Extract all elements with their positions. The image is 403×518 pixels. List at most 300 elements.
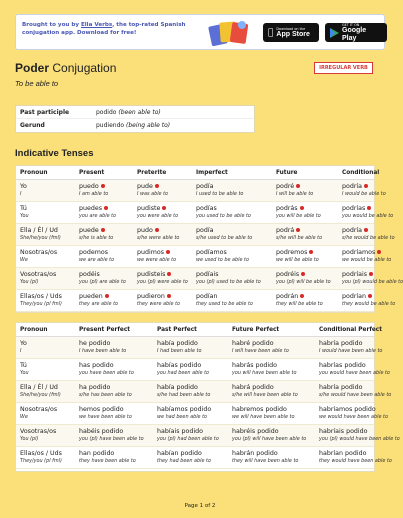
conjugation-line <box>79 406 153 414</box>
english-translation: they used to be able to <box>196 301 253 307</box>
english-translation: I will have been able to <box>232 348 289 354</box>
column-header: Conditional Perfect <box>319 326 382 333</box>
conjugation-line <box>137 293 192 301</box>
pronoun-cell <box>16 268 75 289</box>
english-translation: s/he used to be able to <box>196 235 253 241</box>
english-translation: we are able to <box>79 257 115 263</box>
pronoun-cell <box>16 337 75 358</box>
conjugated-form: había podido <box>157 340 198 347</box>
conjugation-cell <box>338 202 394 223</box>
conjugation-cell <box>338 180 388 201</box>
conjugation-cell <box>338 290 396 311</box>
pronoun: Ellas/os / Uds <box>20 450 62 457</box>
app-store-small: Download on the <box>271 26 300 31</box>
conjugation-cell <box>153 359 228 380</box>
column-header: Pronoun <box>20 326 48 333</box>
conjugated-form: podrán <box>276 293 299 300</box>
conjugated-form: podría <box>342 227 363 234</box>
banner-text <box>22 21 212 37</box>
irregular-dot-icon <box>368 294 372 298</box>
conjugation-cell <box>338 224 395 245</box>
pronoun-english: They/you (pl fml) <box>20 458 62 464</box>
banner-text-suffix: , the top-rated Spanish conjugation app. Download for free! <box>22 22 186 36</box>
conjugation-line <box>157 362 228 370</box>
section-title: Indicative Tenses <box>15 148 94 159</box>
conjugation-line <box>196 183 272 191</box>
conjugated-form: habrías podido <box>319 362 366 369</box>
conjugated-form: habrían podido <box>319 450 367 457</box>
conjugation-cell <box>153 381 228 402</box>
conjugation-line <box>319 428 385 436</box>
brand-link[interactable]: Ella Verbs <box>80 22 113 28</box>
conjugated-form: han podido <box>79 450 115 457</box>
conjugation-line <box>137 249 192 257</box>
conjugation-cell <box>133 290 192 311</box>
conjugation-cell <box>192 202 272 223</box>
app-store-label: App Store <box>271 30 305 38</box>
conjugation-cell <box>133 202 192 223</box>
conjugation-cell <box>133 268 192 289</box>
conjugated-form: podíamos <box>196 249 227 256</box>
conjugated-form: pueden <box>79 293 103 300</box>
conjugated-form: puedes <box>79 205 103 212</box>
conjugation-line <box>276 205 338 213</box>
pronoun-english: I <box>20 191 22 197</box>
conjugation-cell <box>228 403 315 424</box>
column-header: Conditional <box>342 169 380 176</box>
table-header <box>16 166 380 180</box>
pronoun-english: We <box>20 257 28 263</box>
conjugation-line <box>342 249 388 257</box>
pronoun: Nosotras/os <box>20 249 58 256</box>
english-translation: we would be able to <box>342 257 392 263</box>
table-row <box>16 246 392 268</box>
conjugated-form: podíais <box>196 271 219 278</box>
pronoun-english: They/you (pl fml) <box>20 301 62 307</box>
conjugation-cell <box>133 224 192 245</box>
conjugation-cell <box>153 337 228 358</box>
conjugation-cell <box>315 359 390 380</box>
english-translation: s/he will be able to <box>276 235 323 241</box>
gerund-row <box>16 119 254 132</box>
pronoun: Ella / Él / Ud <box>20 227 58 234</box>
english-translation: they have been able to <box>79 458 136 464</box>
conjugated-form: hemos podido <box>79 406 124 413</box>
conjugation-cell <box>75 202 133 223</box>
irregular-dot-icon <box>301 272 305 276</box>
conjugated-form: habréis podido <box>232 428 279 435</box>
conjugated-form: podrían <box>342 293 367 300</box>
irregular-dot-icon <box>101 228 105 232</box>
conjugation-cell <box>315 447 392 468</box>
past-participle-row <box>16 106 254 119</box>
pronoun: Yo <box>20 183 27 190</box>
conjugation-line <box>232 428 315 436</box>
conjugated-form: había podido <box>157 384 198 391</box>
conjugation-line <box>276 293 338 301</box>
pronoun: Yo <box>20 340 27 347</box>
column-header: Pronoun <box>20 169 48 176</box>
irregular-dot-icon <box>296 184 300 188</box>
conjugated-form: puede <box>79 227 99 234</box>
english-translation: they would be able to <box>342 301 396 307</box>
conjugation-cell <box>272 268 338 289</box>
irregular-dot-icon <box>364 184 368 188</box>
conjugation-line <box>342 271 388 279</box>
table-row <box>16 290 396 312</box>
conjugation-line <box>319 406 385 414</box>
conjugation-line <box>196 249 272 257</box>
conjugation-cell <box>75 359 153 380</box>
pronoun: Tú <box>20 205 27 212</box>
conjugated-form: podríamos <box>342 249 376 256</box>
irregular-dot-icon <box>300 294 304 298</box>
conjugation-line <box>137 183 192 191</box>
conjugation-cell <box>272 224 338 245</box>
irregular-dot-icon <box>167 294 171 298</box>
irregular-dot-icon <box>367 206 371 210</box>
irregular-dot-icon <box>104 206 108 210</box>
conjugated-form: habrás podido <box>232 362 278 369</box>
conjugation-cell <box>133 246 192 267</box>
conjugation-line <box>276 271 338 279</box>
irregular-dot-icon <box>300 206 304 210</box>
conjugation-line <box>79 183 133 191</box>
conjugated-form: habíamos podido <box>157 406 212 413</box>
pronoun-english: We <box>20 414 28 420</box>
conjugated-form: habremos podido <box>232 406 287 413</box>
conjugation-line <box>196 227 272 235</box>
conjugation-cell <box>75 180 133 201</box>
table-row <box>16 447 392 469</box>
conjugation-line <box>137 205 192 213</box>
conjugated-form: podían <box>196 293 218 300</box>
english-translation: s/he had been able to <box>157 392 211 398</box>
conjugated-form: podías <box>196 205 217 212</box>
conjugation-line <box>79 293 133 301</box>
irregular-dot-icon <box>369 272 373 276</box>
verb-forms-table <box>15 105 255 133</box>
conjugation-cell <box>228 425 315 446</box>
conjugated-form: habría podido <box>319 384 363 391</box>
english-translation: you (pl) will have been able to <box>232 436 307 442</box>
conjugated-form: pudiste <box>137 205 161 212</box>
conjugation-line <box>79 428 153 436</box>
conjugation-cell <box>338 268 403 289</box>
conjugation-line <box>319 362 385 370</box>
irregular-dot-icon <box>162 206 166 210</box>
conjugation-cell <box>338 246 392 267</box>
conjugated-form: podremos <box>276 249 308 256</box>
english-translation: I would be able to <box>342 191 386 197</box>
conjugated-form: podemos <box>79 249 108 256</box>
pronoun-cell <box>16 224 75 245</box>
pronoun-english: You <box>20 213 29 219</box>
conjugation-cell <box>153 403 228 424</box>
english-translation: you (pl) had been able to <box>157 436 219 442</box>
conjugation-cell <box>75 425 153 446</box>
pronoun-cell <box>16 359 75 380</box>
english-translation: I used to be able to <box>196 191 244 197</box>
table-row <box>16 381 392 403</box>
conjugation-cell <box>75 290 133 311</box>
conjugation-cell <box>315 381 392 402</box>
conjugation-cell <box>75 403 153 424</box>
banner-text-prefix: Brought to you by <box>22 22 81 28</box>
conjugation-cell <box>75 447 153 468</box>
pronoun-cell <box>16 381 75 402</box>
conjugated-form: podré <box>276 183 295 190</box>
promo-banner <box>15 14 385 50</box>
conjugated-form: pudo <box>137 227 153 234</box>
irregular-dot-icon <box>105 294 109 298</box>
conjugation-line <box>319 384 385 392</box>
table-row <box>16 359 390 381</box>
table-row <box>16 337 383 359</box>
pronoun-english: She/he/you (fml) <box>20 235 61 241</box>
pronoun-english: You <box>20 370 29 376</box>
conjugation-line <box>276 183 338 191</box>
irregular-dot-icon <box>167 272 171 276</box>
conjugation-cell <box>192 268 272 289</box>
conjugation-cell <box>315 337 385 358</box>
conjugated-form: pudisteis <box>137 271 166 278</box>
pronoun-cell <box>16 290 75 311</box>
form-label: Past participle <box>20 108 70 116</box>
english-translation: you (pl) were able to <box>137 279 188 285</box>
english-translation: they were able to <box>137 301 180 307</box>
conjugation-cell <box>75 381 153 402</box>
conjugation-line <box>79 227 133 235</box>
conjugation-cell <box>192 246 272 267</box>
conjugation-cell <box>75 337 153 358</box>
conjugation-line <box>196 205 272 213</box>
pronoun-english: She/he/you (fml) <box>20 392 61 398</box>
conjugation-cell <box>75 268 133 289</box>
conjugation-cell <box>192 180 272 201</box>
page-number: Page 1 of 2 <box>184 503 216 509</box>
conjugation-cell <box>272 180 338 201</box>
pronoun-english: You (pl) <box>20 279 39 285</box>
english-translation: we have been able to <box>79 414 132 420</box>
pronoun: Ella / Él / Ud <box>20 384 58 391</box>
conjugated-form: podía <box>196 227 214 234</box>
conjugated-form: podrás <box>276 205 298 212</box>
conjugation-cell <box>75 246 133 267</box>
english-translation: you will be able to <box>276 213 321 219</box>
table-row <box>16 268 403 290</box>
conjugated-form: podía <box>196 183 214 190</box>
conjugation-line <box>342 227 388 235</box>
pronoun-cell <box>16 202 75 223</box>
conjugation-cell <box>75 224 133 245</box>
conjugated-form: has podido <box>79 362 114 369</box>
table-row <box>16 425 400 447</box>
english-translation: we would have been able to <box>319 414 388 420</box>
english-translation: s/he would have been able to <box>319 392 392 398</box>
conjugation-line <box>232 362 315 370</box>
conjugated-form: pudimos <box>137 249 165 256</box>
english-translation: we had been able to <box>157 414 208 420</box>
english-translation: you (pl) will be able to <box>276 279 331 285</box>
conjugated-form: puedo <box>79 183 99 190</box>
conjugated-form: podréis <box>276 271 300 278</box>
english-translation: I have been able to <box>79 348 127 354</box>
irregular-dot-icon <box>364 228 368 232</box>
conjugation-line <box>196 293 272 301</box>
conjugated-form: pude <box>137 183 153 190</box>
english-translation: s/he were able to <box>137 235 180 241</box>
pronoun: Ellas/os / Uds <box>20 293 62 300</box>
column-header: Present <box>79 169 105 176</box>
pronoun: Vosotras/os <box>20 271 57 278</box>
google-play-small: GET IT ON <box>342 22 360 27</box>
english-translation: you had been able to <box>157 370 210 376</box>
conjugated-form: podrá <box>276 227 295 234</box>
irregular-dot-icon <box>309 250 313 254</box>
english-translation: I would have been able to <box>319 348 383 354</box>
conjugation-line <box>276 227 338 235</box>
conjugation-line <box>137 271 192 279</box>
form-value: podido <box>96 108 117 116</box>
conjugated-form: habría podido <box>319 340 363 347</box>
column-header: Imperfect <box>196 169 228 176</box>
conjugation-cell <box>228 337 315 358</box>
conjugated-form: pudieron <box>137 293 165 300</box>
table-row <box>16 180 386 202</box>
english-translation: we were able to <box>137 257 177 263</box>
conjugated-form: habríais podido <box>319 428 368 435</box>
english-translation: you used to be able to <box>196 213 251 219</box>
conjugated-form: ha podido <box>79 384 111 391</box>
conjugation-line <box>137 227 192 235</box>
conjugation-cell <box>272 290 338 311</box>
english-translation: you are able to <box>79 213 117 219</box>
english-translation: we will be able to <box>276 257 319 263</box>
app-store-button[interactable] <box>263 23 319 42</box>
english-translation: I will be able to <box>276 191 314 197</box>
conjugation-line <box>276 249 338 257</box>
english-translation: they would have been able to <box>319 458 392 464</box>
english-translation: s/he has been able to <box>79 392 132 398</box>
conjugation-line <box>157 406 228 414</box>
conjugated-form: habré podido <box>232 340 274 347</box>
english-translation: you (pl) would be able to <box>342 279 403 285</box>
english-translation: we will have been able to <box>232 414 295 420</box>
conjugation-line <box>79 249 133 257</box>
irregular-dot-icon <box>377 250 381 254</box>
conjugation-cell <box>153 425 228 446</box>
conjugation-cell <box>153 447 228 468</box>
conjugation-line <box>342 293 388 301</box>
conjugated-form: habías podido <box>157 362 202 369</box>
conjugation-line <box>342 183 388 191</box>
conjugated-form: habéis podido <box>79 428 124 435</box>
pronoun-english: You (pl) <box>20 436 39 442</box>
simple-tenses-table <box>15 165 403 313</box>
form-value: pudiendo <box>96 122 125 129</box>
google-play-label: Google Play <box>342 26 367 42</box>
pronoun-english: I <box>20 348 22 354</box>
conjugation-line <box>79 205 133 213</box>
page-title <box>15 61 116 75</box>
conjugation-cell <box>228 447 315 468</box>
english-translation: you will have been able to <box>232 370 297 376</box>
conjugation-cell <box>315 403 388 424</box>
conjugation-cell <box>192 224 272 245</box>
conjugation-line <box>232 406 315 414</box>
conjugation-line <box>196 271 272 279</box>
conjugation-line <box>232 450 315 458</box>
english-translation: s/he is able to <box>79 235 114 241</box>
english-translation: they will have been able to <box>232 458 299 464</box>
conjugation-line <box>79 340 153 348</box>
english-translation: you were able to <box>137 213 179 219</box>
form-label: Gerund <box>20 122 45 129</box>
conjugation-line <box>79 271 133 279</box>
english-translation: you (pl) have been able to <box>79 436 144 442</box>
english-translation: I was able to <box>137 191 169 197</box>
conjugated-form: habríamos podido <box>319 406 376 413</box>
pronoun-cell <box>16 447 75 468</box>
column-header: Future <box>276 169 298 176</box>
conjugation-line <box>79 362 153 370</box>
column-header: Preterite <box>137 169 167 176</box>
english-translation: I am able to <box>79 191 109 197</box>
conjugated-form: podríais <box>342 271 368 278</box>
conjugation-line <box>79 450 153 458</box>
conjugated-form: podrías <box>342 205 366 212</box>
table-row <box>16 224 395 246</box>
conjugation-line <box>79 384 153 392</box>
pronoun-cell <box>16 425 75 446</box>
conjugated-form: he podido <box>79 340 111 347</box>
verb-meaning: To be able to <box>15 79 59 88</box>
conjugation-cell <box>192 290 272 311</box>
form-meaning: (been able to) <box>118 108 161 116</box>
english-translation: they had been able to <box>157 458 211 464</box>
conjugation-cell <box>272 202 338 223</box>
perfect-tenses-table <box>15 322 400 472</box>
irregular-verb-badge: IRREGULAR VERB <box>314 62 373 74</box>
pronoun: Tú <box>20 362 27 369</box>
conjugation-cell <box>272 246 338 267</box>
conjugation-word: Conjugation <box>52 61 117 75</box>
conjugation-line <box>342 205 388 213</box>
irregular-dot-icon <box>101 184 105 188</box>
conjugation-cell <box>228 381 315 402</box>
conjugation-line <box>319 450 385 458</box>
irregular-dot-icon <box>155 184 159 188</box>
conjugation-line <box>232 384 315 392</box>
conjugation-line <box>157 450 228 458</box>
cards-illustration-icon <box>206 17 256 49</box>
irregular-dot-icon <box>296 228 300 232</box>
pronoun-cell <box>16 403 75 424</box>
english-translation: you would be able to <box>342 213 394 219</box>
pronoun: Nosotras/os <box>20 406 58 413</box>
english-translation: you would have been able to <box>319 370 390 376</box>
conjugation-line <box>157 428 228 436</box>
google-play-button[interactable] <box>325 23 387 42</box>
english-translation: you (pl) are able to <box>79 279 126 285</box>
conjugation-cell <box>228 359 315 380</box>
conjugated-form: podría <box>342 183 363 190</box>
english-translation: they are able to <box>79 301 118 307</box>
conjugation-cell <box>133 180 192 201</box>
column-header: Present Perfect <box>79 326 131 333</box>
english-translation: we used to be able to <box>196 257 249 263</box>
